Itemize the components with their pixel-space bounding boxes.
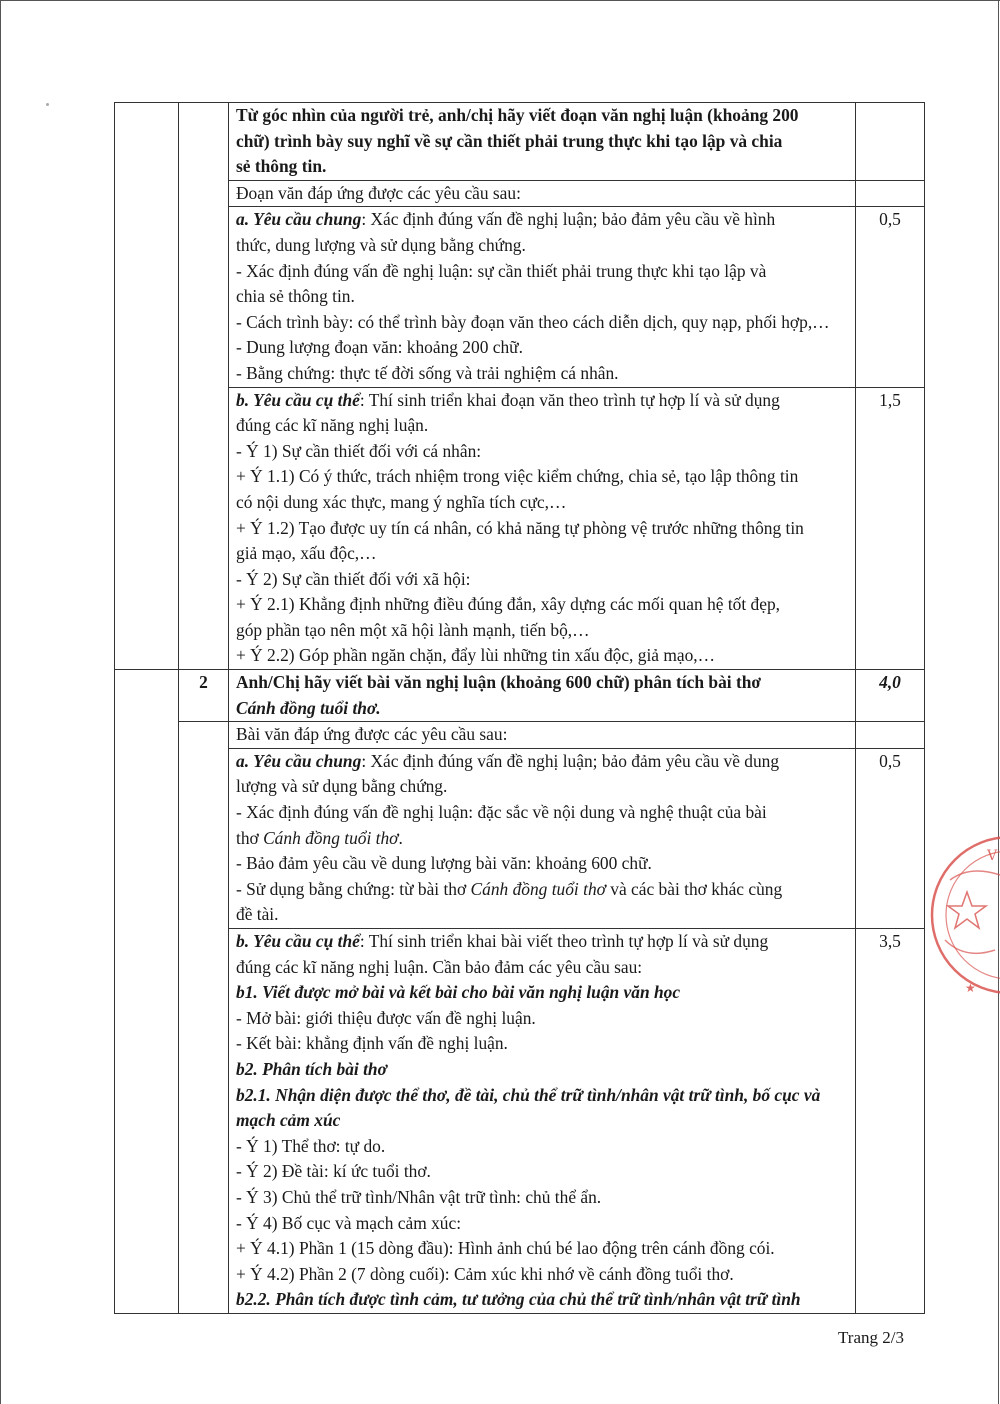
page-top-border <box>0 0 1000 1</box>
score-value: 0,5 <box>856 207 925 387</box>
score-cell <box>856 722 925 749</box>
table-row <box>115 180 925 207</box>
section-cell <box>115 103 179 670</box>
question-number: 2 <box>179 670 229 722</box>
question-2-prompt: Anh/Chị hãy viết bài văn nghị luận (khoảng 600 chữ) phân tích bài thơ Cánh đồng tuổi thơ. <box>229 670 856 722</box>
score-value: 1,5 <box>856 387 925 670</box>
svg-text:V: V <box>987 848 998 864</box>
table-row <box>115 103 925 181</box>
page-left-border <box>0 0 1 1404</box>
question-1-specific-requirements: b. Yêu cầu cụ thể: Thí sinh triển khai đoạn văn theo trình tự hợp lí và sử dụng đúng các kĩ năng nghị luận. - Ý 1) Sự cần thiết đối với cá nhân: + Ý 1.1) Có ý thức, trách nhiệm trong việc kiểm chứng, chia sẻ, tạo lập thông tin có nội dung xác thực, mang ý nghĩa tích cực,… + Ý 1.2) Tạo được uy tín cá nhân, có khả năng tự phòng vệ trước những thông tin giả mạo, xấu độc,… - Ý 2) Sự cần thiết đối với xã hội: + Ý 2.1) Khẳng định những điều đúng đắn, xây dựng các mối quan hệ tốt đẹp, góp phần tạo nên một xã hội lành mạnh, tiến bộ,… + Ý 2.2) Góp phần ngăn chặn, đẩy lùi những tin xấu độc, giả mạo,… <box>229 387 856 670</box>
table-row <box>115 929 925 1314</box>
table-row <box>115 748 925 928</box>
page-right-border <box>998 0 999 1404</box>
question-2-specific-requirements: b. Yêu cầu cụ thể: Thí sinh triển khai bài viết theo trình tự hợp lí và sử dụng đúng các kĩ năng nghị luận. Cần bảo đảm các yêu cầu sau: b1. Viết được mở bài và kết bài cho bài văn nghị luận văn học - Mở bài: giới thiệu được vấn đề nghị luận. - Kết bài: khẳng định vấn đề nghị luận. b2. Phân tích bài thơ b2.1. Nhận diện được thể thơ, đề tài, chủ thể trữ tình/nhân vật trữ tình, bố cục và mạch cảm xúc - Ý 1) Thể thơ: tự do. - Ý 2) Đề tài: kí ức tuổi thơ. - Ý 3) Chủ thể trữ tình/Nhân vật trữ tình: chủ thể ẩn. - Ý 4) Bố cục và mạch cảm xúc: + Ý 4.1) Phần 1 (15 dòng đầu): Hình ảnh chú bé lao động trên cánh đồng cói. + Ý 4.2) Phần 2 (7 dòng cuối): Cảm xúc khi nhớ về cánh đồng tuổi thơ. b2.2. Phân tích được tình cảm, tư tưởng của chủ thể trữ tình/nhân vật trữ tình <box>229 929 856 1314</box>
score-value: 3,5 <box>856 929 925 1314</box>
scan-speck <box>46 103 49 106</box>
question-number-cell <box>179 722 229 1314</box>
table-row <box>115 207 925 387</box>
score-value: 4,0 <box>856 670 925 722</box>
section-cell <box>115 670 179 1314</box>
grading-table <box>114 102 925 1314</box>
question-number-cell <box>179 103 229 670</box>
svg-text:★: ★ <box>965 981 976 995</box>
table-row <box>115 387 925 670</box>
question-1-prompt: Từ góc nhìn của người trẻ, anh/chị hãy viết đoạn văn nghị luận (khoảng 200 chữ) trình bày suy nghĩ về sự cần thiết phải trung thực khi tạo lập và chia sẻ thông tin. <box>229 103 856 181</box>
official-seal-icon <box>925 820 1000 1010</box>
score-cell <box>856 103 925 181</box>
score-value: 0,5 <box>856 748 925 928</box>
question-1-intro: Đoạn văn đáp ứng được các yêu cầu sau: <box>229 180 856 207</box>
question-2-general-requirements: a. Yêu cầu chung: Xác định đúng vấn đề nghị luận; bảo đảm yêu cầu về dung lượng và sử dụng bằng chứng. - Xác định đúng vấn đề nghị luận: đặc sắc về nội dung và nghệ thuật của bài thơ Cánh đồng tuổi thơ. - Bảo đảm yêu cầu về dung lượng bài văn: khoảng 600 chữ. - Sử dụng bằng chứng: từ bài thơ Cánh đồng tuổi thơ và các bài thơ khác cùng đề tài. <box>229 748 856 928</box>
table-row <box>115 670 925 722</box>
question-1-general-requirements: a. Yêu cầu chung: Xác định đúng vấn đề nghị luận; bảo đảm yêu cầu về hình thức, dung lượng và sử dụng bằng chứng. - Xác định đúng vấn đề nghị luận: sự cần thiết phải trung thực khi tạo lập và chia sẻ thông tin. - Cách trình bày: có thể trình bày đoạn văn theo cách diễn dịch, quy nạp, phối hợp,… - Dung lượng đoạn văn: khoảng 200 chữ. - Bằng chứng: thực tế đời sống và trải nghiệm cá nhân. <box>229 207 856 387</box>
page-number: Trang 2/3 <box>838 1328 904 1347</box>
score-cell <box>856 180 925 207</box>
question-2-intro: Bài văn đáp ứng được các yêu cầu sau: <box>229 722 856 749</box>
table-row <box>115 722 925 749</box>
